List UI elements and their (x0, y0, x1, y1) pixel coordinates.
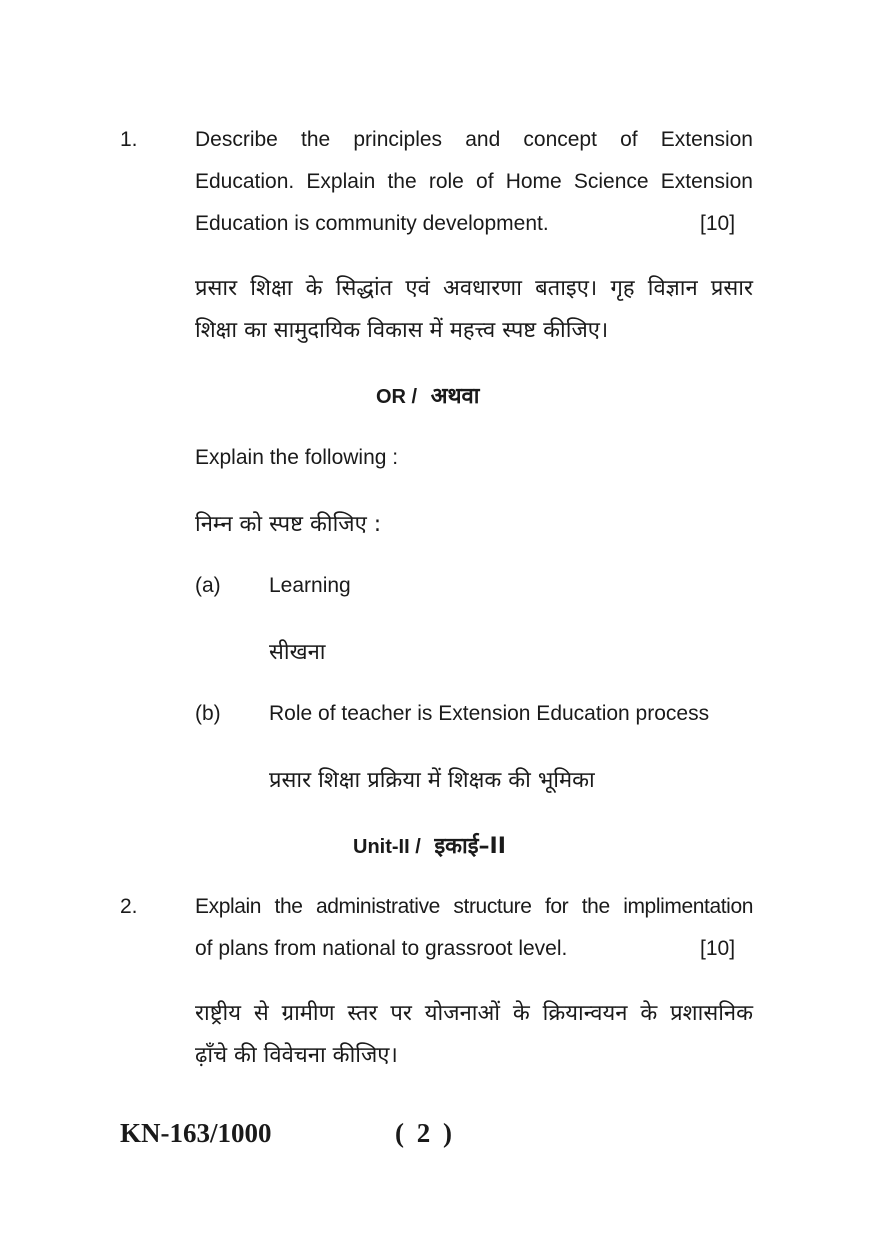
question-2-en-line-2: of plans from national to grassroot level. (195, 937, 568, 960)
question-1-number: 1. (120, 128, 138, 151)
item-b-label: (b) (195, 702, 221, 725)
or-heading (376, 380, 479, 410)
question-2-en-line-1: Explain the administrative structure for the implimentation (195, 895, 753, 918)
question-1-hi-line-1: प्रसार शिक्षा के सिद्धांत एवं अवधारणा बताइए। गृह विज्ञान प्रसार (195, 276, 753, 301)
or-heading-en: OR / (376, 386, 418, 408)
question-1-hi-line-2: शिक्षा का सामुदायिक विकास में महत्त्व स्पष्ट कीजिए। (195, 318, 609, 343)
alt-question-intro-en: Explain the following : (195, 446, 399, 469)
alt-question-intro-hi: निम्न को स्पष्ट कीजिए : (195, 512, 382, 537)
question-1-marks: [10] (700, 212, 736, 235)
question-2-hi-line-2: ढ़ाँचे की विवेचना कीजिए। (195, 1043, 398, 1068)
question-2-marks: [10] (700, 937, 736, 960)
question-2-hi-line-1: राष्ट्रीय से ग्रामीण स्तर पर योजनाओं के क्रियान्वयन के प्रशासनिक (195, 1001, 753, 1026)
item-a-hi: सीखना (269, 640, 326, 665)
unit-heading-en: Unit-II / (353, 836, 421, 858)
question-2-number: 2. (120, 895, 138, 918)
or-heading-hi: अथवा (430, 384, 480, 409)
item-a-en: Learning (269, 574, 351, 597)
item-b-hi: प्रसार शिक्षा प्रक्रिया में शिक्षक की भूमिका (269, 768, 595, 793)
page-number: ( 2 ) (395, 1118, 452, 1148)
unit-heading (353, 830, 506, 860)
unit-heading-hi: इकाई–II (434, 834, 506, 859)
paper-code: KN-163/1000 (120, 1118, 272, 1148)
question-1-en-line-2: Education. Explain the role of Home Science Extension (195, 170, 753, 193)
item-a-label: (a) (195, 574, 221, 597)
item-b-en: Role of teacher is Extension Education process (269, 702, 710, 725)
question-1-en-line-1: Describe the principles and concept of Extension (195, 128, 753, 151)
question-1-en-line-3: Education is community development. (195, 212, 549, 235)
